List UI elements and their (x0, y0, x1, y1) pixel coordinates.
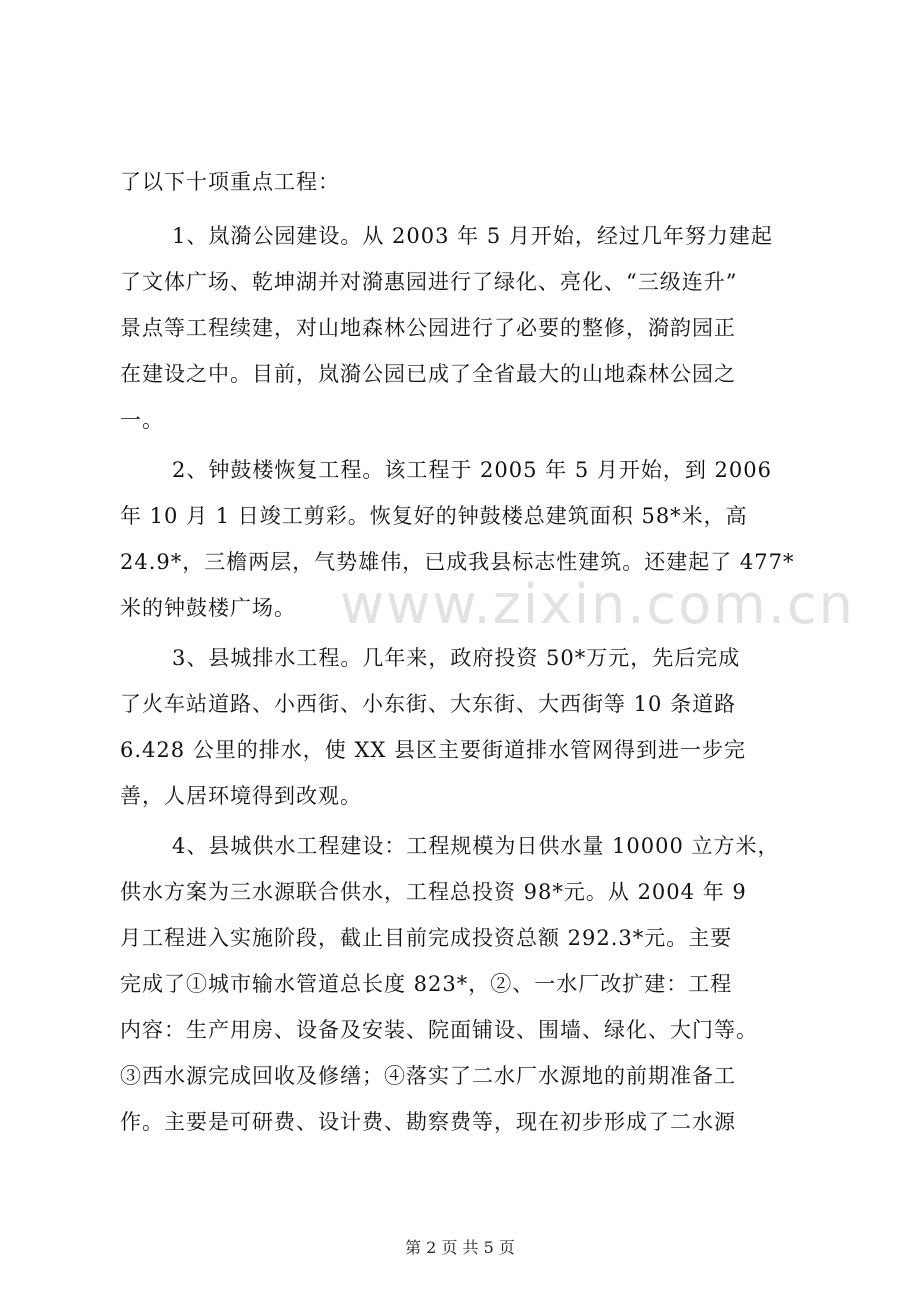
text-line: 在建设之中。目前，岚漪公园已成了全省最大的山地森林公园之 (120, 362, 736, 386)
text-line: 一。 (120, 408, 164, 432)
text-line: 2、钟鼓楼恢复工程。该工程于 2005 年 5 月开始，到 2006 (172, 458, 772, 482)
text-line: 了文体广场、乾坤湖并对漪惠园进行了绿化、亮化、“三级连升” (120, 270, 738, 294)
text-line: 了火车站道路、小西街、小东街、大东街、大西街等 10 条道路 (120, 692, 737, 716)
page-footer: 第 2 页 共 5 页 (405, 1238, 515, 1257)
text-line: 景点等工程续建，对山地森林公园进行了必要的整修，漪韵园正 (120, 316, 736, 340)
text-line: 米的钟鼓楼广场。 (120, 596, 296, 620)
text-line: ③西水源完成回收及修缮；④落实了二水厂水源地的前期准备工 (120, 1064, 736, 1088)
text-line: 供水方案为三水源联合供水，工程总投资 98*元。从 2004 年 9 (120, 880, 747, 904)
text-line: 年 10 月 1 日竣工剪彩。恢复好的钟鼓楼总建筑面积 58*米，高 (120, 504, 748, 528)
text-line: 1、岚漪公园建设。从 2003 年 5 月开始，经过几年努力建起 (172, 224, 773, 248)
text-line: 作。主要是可研费、设计费、勘察费等，现在初步形成了二水源 (120, 1110, 736, 1134)
text-line: 善，人居环境得到改观。 (120, 784, 362, 808)
text-line: 4、县城供水工程建设：工程规模为日供水量 10000 立方米， (172, 834, 780, 858)
text-line: 6.428 公里的排水，使 XX 县区主要街道排水管网得到进一步完 (120, 738, 747, 762)
text-line: 月工程进入实施阶段，截止目前完成投资总额 292.3*元。主要 (120, 926, 733, 950)
text-line: 内容：生产用房、设备及安装、院面铺设、围墙、绿化、大门等。 (120, 1018, 758, 1042)
text-line: 了以下十项重点工程： (120, 170, 340, 194)
text-line: 24.9*，三檐两层，气势雄伟，已成我县标志性建筑。还建起了 477* (120, 550, 795, 574)
watermark: www.zixin.com.cn (340, 573, 855, 636)
text-line: 完成了①城市输水管道总长度 823*，②、一水厂改扩建：工程 (120, 972, 733, 996)
text-line: 3、县城排水工程。几年来，政府投资 50*万元，先后完成 (172, 646, 741, 670)
